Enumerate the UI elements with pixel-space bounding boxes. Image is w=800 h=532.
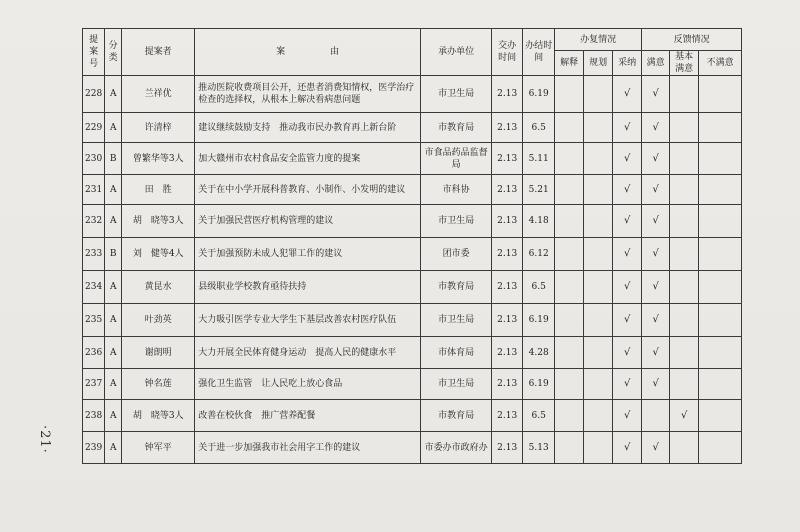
- table-row: [83, 369, 742, 400]
- header-cause: 案 由: [195, 29, 421, 76]
- proposal-cause: 关于加强民营医疗机构管理的建议: [195, 205, 421, 238]
- close-date: 6.5: [523, 271, 555, 304]
- reply-explain-cell: [555, 76, 584, 113]
- reply-plan-cell: [584, 271, 613, 304]
- page-number: ·21·: [37, 425, 52, 454]
- proposal-cause: 关于进一步加强我市社会用字工作的建议: [195, 432, 421, 464]
- table-row: [83, 271, 742, 304]
- feedback-basic-cell: [670, 143, 699, 175]
- feedback-unsatisfied-cell: [699, 143, 742, 175]
- proposer-name: 许清梓: [122, 113, 195, 143]
- table-row: [83, 400, 742, 432]
- feedback-satisfied-cell: [642, 400, 670, 432]
- feedback-satisfied-cell: √: [642, 143, 670, 175]
- table-row: [83, 113, 742, 143]
- feedback-basic-cell: [670, 432, 699, 464]
- proposal-id: 231: [83, 175, 105, 205]
- proposal-cause: 关于加强预防未成人犯罪工作的建议: [195, 238, 421, 271]
- reply-explain-cell: [555, 369, 584, 400]
- reply-plan-cell: [584, 113, 613, 143]
- proposal-cause: 县级职业学校教育亟待扶持: [195, 271, 421, 304]
- feedback-basic-cell: [670, 205, 699, 238]
- header-reply-group: 办复情况: [555, 29, 642, 51]
- proposal-category: A: [105, 205, 122, 238]
- reply-adopt-cell: √: [613, 238, 642, 271]
- submit-date: 2.13: [492, 337, 523, 369]
- feedback-unsatisfied-cell: [699, 175, 742, 205]
- feedback-satisfied-cell: √: [642, 175, 670, 205]
- feedback-unsatisfied-cell: [699, 432, 742, 464]
- close-date: 4.18: [523, 205, 555, 238]
- proposal-id: 236: [83, 337, 105, 369]
- proposal-id: 238: [83, 400, 105, 432]
- reply-plan-cell: [584, 369, 613, 400]
- proposal-id: 234: [83, 271, 105, 304]
- submit-date: 2.13: [492, 113, 523, 143]
- handler-unit: 市教育局: [421, 113, 492, 143]
- header-close-time: 办结时间: [523, 29, 555, 76]
- proposal-id: 228: [83, 76, 105, 113]
- reply-explain-cell: [555, 143, 584, 175]
- proposal-cause: 推动医院收费项目公开，还患者消费知情权，医学治疗检查的选择权，从根本上解决看病患问题: [195, 76, 421, 113]
- header-adopt: 采纳: [613, 51, 642, 76]
- close-date: 6.5: [523, 113, 555, 143]
- header-plan: 规划: [584, 51, 613, 76]
- proposer-name: 田 胜: [122, 175, 195, 205]
- proposal-table: [82, 28, 742, 464]
- feedback-unsatisfied-cell: [699, 205, 742, 238]
- handler-unit: 市卫生局: [421, 76, 492, 113]
- proposal-category: A: [105, 304, 122, 337]
- header-feedback-group: 反馈情况: [642, 29, 742, 51]
- feedback-basic-cell: [670, 271, 699, 304]
- feedback-basic-cell: [670, 113, 699, 143]
- reply-adopt-cell: √: [613, 400, 642, 432]
- close-date: 5.21: [523, 175, 555, 205]
- proposal-id: 237: [83, 369, 105, 400]
- reply-adopt-cell: √: [613, 337, 642, 369]
- proposer-name: 兰祥优: [122, 76, 195, 113]
- header-explain: 解释: [555, 51, 584, 76]
- feedback-satisfied-cell: √: [642, 271, 670, 304]
- feedback-satisfied-cell: √: [642, 369, 670, 400]
- reply-plan-cell: [584, 432, 613, 464]
- reply-plan-cell: [584, 304, 613, 337]
- reply-explain-cell: [555, 337, 584, 369]
- proposal-id: 229: [83, 113, 105, 143]
- feedback-basic-cell: [670, 369, 699, 400]
- feedback-satisfied-cell: √: [642, 205, 670, 238]
- handler-unit: 市委办市政府办: [421, 432, 492, 464]
- proposer-name: 钟军平: [122, 432, 195, 464]
- proposal-id: 235: [83, 304, 105, 337]
- table-row: [83, 337, 742, 369]
- close-date: 6.19: [523, 76, 555, 113]
- feedback-unsatisfied-cell: [699, 400, 742, 432]
- reply-explain-cell: [555, 304, 584, 337]
- reply-plan-cell: [584, 143, 613, 175]
- submit-date: 2.13: [492, 304, 523, 337]
- header-id: 提案号: [83, 29, 105, 76]
- table-row: [83, 76, 742, 113]
- handler-unit: 市卫生局: [421, 304, 492, 337]
- feedback-basic-cell: √: [670, 400, 699, 432]
- proposer-name: 胡 晓等3人: [122, 400, 195, 432]
- reply-adopt-cell: √: [613, 205, 642, 238]
- reply-plan-cell: [584, 175, 613, 205]
- handler-unit: 市科协: [421, 175, 492, 205]
- reply-plan-cell: [584, 76, 613, 113]
- submit-date: 2.13: [492, 369, 523, 400]
- feedback-basic-cell: [670, 76, 699, 113]
- reply-plan-cell: [584, 400, 613, 432]
- proposer-name: 叶劲英: [122, 304, 195, 337]
- proposer-name: 胡 晓等3人: [122, 205, 195, 238]
- submit-date: 2.13: [492, 400, 523, 432]
- reply-adopt-cell: √: [613, 76, 642, 113]
- reply-adopt-cell: √: [613, 113, 642, 143]
- proposal-category: B: [105, 143, 122, 175]
- header-basic-satisfied: 基本满意: [670, 51, 699, 76]
- feedback-satisfied-cell: √: [642, 76, 670, 113]
- table-row: [83, 238, 742, 271]
- submit-date: 2.13: [492, 238, 523, 271]
- submit-date: 2.13: [492, 205, 523, 238]
- proposal-category: A: [105, 271, 122, 304]
- close-date: 6.12: [523, 238, 555, 271]
- feedback-unsatisfied-cell: [699, 304, 742, 337]
- header-submit-time: 交办时间: [492, 29, 523, 76]
- proposal-category: A: [105, 175, 122, 205]
- handler-unit: 市卫生局: [421, 205, 492, 238]
- proposer-name: 曾繁华等3人: [122, 143, 195, 175]
- proposal-cause: 建议继续鼓励支持 推动我市民办教育再上新台阶: [195, 113, 421, 143]
- proposal-cause: 强化卫生监管 让人民吃上放心食品: [195, 369, 421, 400]
- reply-explain-cell: [555, 113, 584, 143]
- proposal-id: 230: [83, 143, 105, 175]
- submit-date: 2.13: [492, 143, 523, 175]
- proposer-name: 黄昆水: [122, 271, 195, 304]
- feedback-satisfied-cell: √: [642, 432, 670, 464]
- reply-adopt-cell: √: [613, 175, 642, 205]
- reply-explain-cell: [555, 400, 584, 432]
- submit-date: 2.13: [492, 76, 523, 113]
- reply-explain-cell: [555, 432, 584, 464]
- close-date: 5.13: [523, 432, 555, 464]
- proposal-category: A: [105, 400, 122, 432]
- proposal-category: B: [105, 238, 122, 271]
- submit-date: 2.13: [492, 271, 523, 304]
- proposer-name: 谢朗明: [122, 337, 195, 369]
- feedback-basic-cell: [670, 175, 699, 205]
- proposal-cause: 改善在校伙食 推广营养配餐: [195, 400, 421, 432]
- reply-adopt-cell: √: [613, 143, 642, 175]
- header-satisfied: 满意: [642, 51, 670, 76]
- handler-unit: 市卫生局: [421, 369, 492, 400]
- proposal-id: 232: [83, 205, 105, 238]
- feedback-unsatisfied-cell: [699, 113, 742, 143]
- reply-adopt-cell: √: [613, 369, 642, 400]
- reply-plan-cell: [584, 238, 613, 271]
- reply-adopt-cell: √: [613, 304, 642, 337]
- table-row: [83, 143, 742, 175]
- close-date: 6.5: [523, 400, 555, 432]
- header-handler: 承办单位: [421, 29, 492, 76]
- proposal-cause: 关于在中小学开展科普教育、小制作、小发明的建议: [195, 175, 421, 205]
- proposer-name: 刘 健等4人: [122, 238, 195, 271]
- proposal-category: A: [105, 337, 122, 369]
- feedback-unsatisfied-cell: [699, 369, 742, 400]
- handler-unit: 团市委: [421, 238, 492, 271]
- proposal-cause: 大力开展全民体育健身运动 提高人民的健康水平: [195, 337, 421, 369]
- table-row: [83, 205, 742, 238]
- header-proposer: 提案者: [122, 29, 195, 76]
- feedback-unsatisfied-cell: [699, 238, 742, 271]
- feedback-satisfied-cell: √: [642, 304, 670, 337]
- proposer-name: 钟名莲: [122, 369, 195, 400]
- header-category: 分类: [105, 29, 122, 76]
- feedback-satisfied-cell: √: [642, 337, 670, 369]
- close-date: 4.28: [523, 337, 555, 369]
- reply-plan-cell: [584, 205, 613, 238]
- table-row: [83, 304, 742, 337]
- proposal-id: 239: [83, 432, 105, 464]
- feedback-basic-cell: [670, 337, 699, 369]
- proposal-cause: 大力吸引医学专业大学生下基层改善农村医疗队伍: [195, 304, 421, 337]
- handler-unit: 市食品药品监督局: [421, 143, 492, 175]
- proposal-category: A: [105, 432, 122, 464]
- reply-explain-cell: [555, 175, 584, 205]
- feedback-satisfied-cell: √: [642, 238, 670, 271]
- reply-adopt-cell: √: [613, 271, 642, 304]
- feedback-unsatisfied-cell: [699, 76, 742, 113]
- header-unsatisfied: 不满意: [699, 51, 742, 76]
- reply-explain-cell: [555, 271, 584, 304]
- submit-date: 2.13: [492, 175, 523, 205]
- reply-explain-cell: [555, 205, 584, 238]
- feedback-satisfied-cell: √: [642, 113, 670, 143]
- handler-unit: 市教育局: [421, 400, 492, 432]
- proposal-cause: 加大赣州市农村食品安全监管力度的提案: [195, 143, 421, 175]
- feedback-unsatisfied-cell: [699, 337, 742, 369]
- feedback-unsatisfied-cell: [699, 271, 742, 304]
- handler-unit: 市教育局: [421, 271, 492, 304]
- reply-explain-cell: [555, 238, 584, 271]
- feedback-basic-cell: [670, 238, 699, 271]
- proposal-category: A: [105, 76, 122, 113]
- proposal-id: 233: [83, 238, 105, 271]
- close-date: 6.19: [523, 369, 555, 400]
- close-date: 5.11: [523, 143, 555, 175]
- feedback-basic-cell: [670, 304, 699, 337]
- proposal-category: A: [105, 113, 122, 143]
- submit-date: 2.13: [492, 432, 523, 464]
- table-row: [83, 432, 742, 464]
- close-date: 6.19: [523, 304, 555, 337]
- reply-adopt-cell: √: [613, 432, 642, 464]
- table-row: [83, 175, 742, 205]
- proposal-category: A: [105, 369, 122, 400]
- reply-plan-cell: [584, 337, 613, 369]
- handler-unit: 市体育局: [421, 337, 492, 369]
